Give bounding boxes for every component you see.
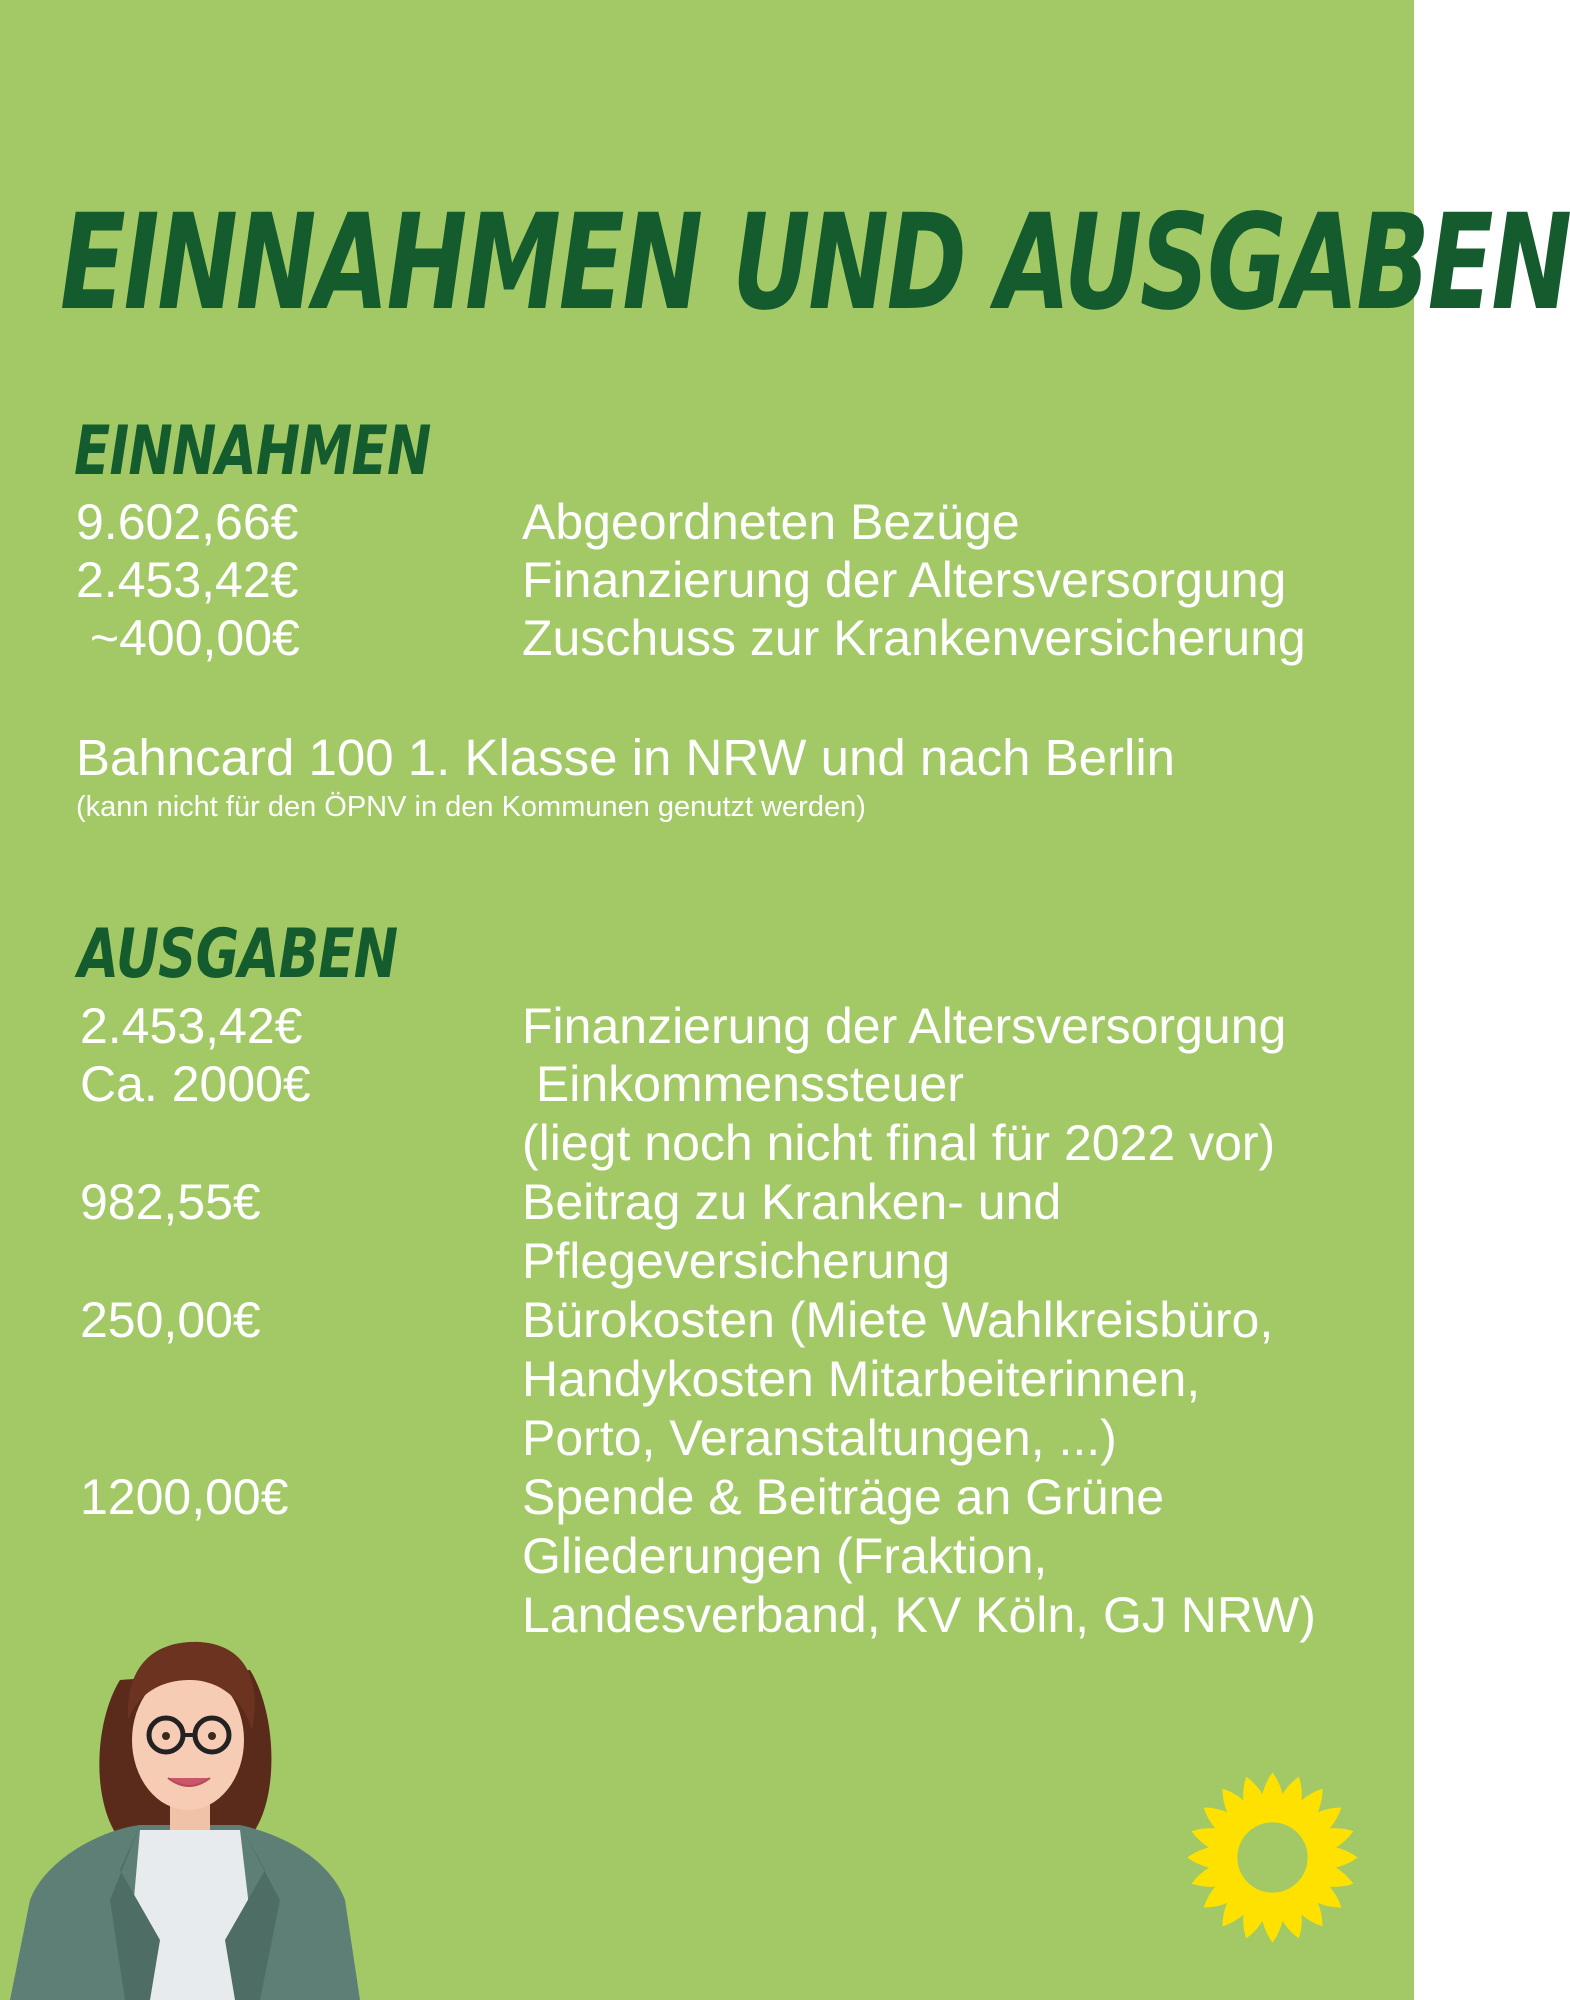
expense-label-cont: (liegt noch nicht final für 2022 vor) xyxy=(522,1115,1276,1171)
sunflower-icon xyxy=(1180,1765,1365,1950)
bahncard-note: (kann nicht für den ÖPNV in den Kommunen genutzt werden) xyxy=(76,791,866,823)
expense-amount: 982,55€ xyxy=(80,1174,261,1230)
expense-label: Spende & Beiträge an Grüne xyxy=(522,1469,1165,1525)
expense-amount: 2.453,42€ xyxy=(80,998,303,1054)
expense-amount: Ca. 2000€ xyxy=(80,1056,311,1112)
expense-label: Finanzierung der Altersversorgung xyxy=(522,998,1287,1054)
expense-label-cont: Landesverband, KV Köln, GJ NRW) xyxy=(522,1587,1316,1643)
person-portrait xyxy=(0,1540,380,2000)
expense-label: Einkommenssteuer xyxy=(522,1056,964,1112)
expense-amount: 250,00€ xyxy=(80,1292,261,1348)
expense-label-cont: Porto, Veranstaltungen, ...) xyxy=(522,1410,1117,1466)
income-amount: 2.453,42€ xyxy=(76,552,299,608)
income-heading: EINNAHMEN xyxy=(74,412,431,491)
expenses-heading: AUSGABEN xyxy=(78,915,398,994)
expense-label: Beitrag zu Kranken- und xyxy=(522,1174,1062,1230)
expense-label-cont: Gliederungen (Fraktion, xyxy=(522,1528,1048,1584)
page-title: EINNAHMEN UND AUSGABEN xyxy=(60,186,1570,340)
expense-label: Bürokosten (Miete Wahlkreisbüro, xyxy=(522,1292,1274,1348)
income-amount: 9.602,66€ xyxy=(76,494,299,550)
income-label: Abgeordneten Bezüge xyxy=(522,494,1020,550)
income-label: Finanzierung der Altersversorgung xyxy=(522,552,1287,608)
expense-label-cont: Handykosten Mitarbeiterinnen, xyxy=(522,1351,1201,1407)
bahncard-text: Bahncard 100 1. Klasse in NRW und nach Berlin xyxy=(76,729,1176,786)
expense-label-cont: Pflegeversicherung xyxy=(522,1233,951,1289)
income-amount: ~400,00€ xyxy=(76,610,300,666)
expense-amount: 1200,00€ xyxy=(80,1469,289,1525)
income-label: Zuschuss zur Krankenversicherung xyxy=(522,610,1306,666)
